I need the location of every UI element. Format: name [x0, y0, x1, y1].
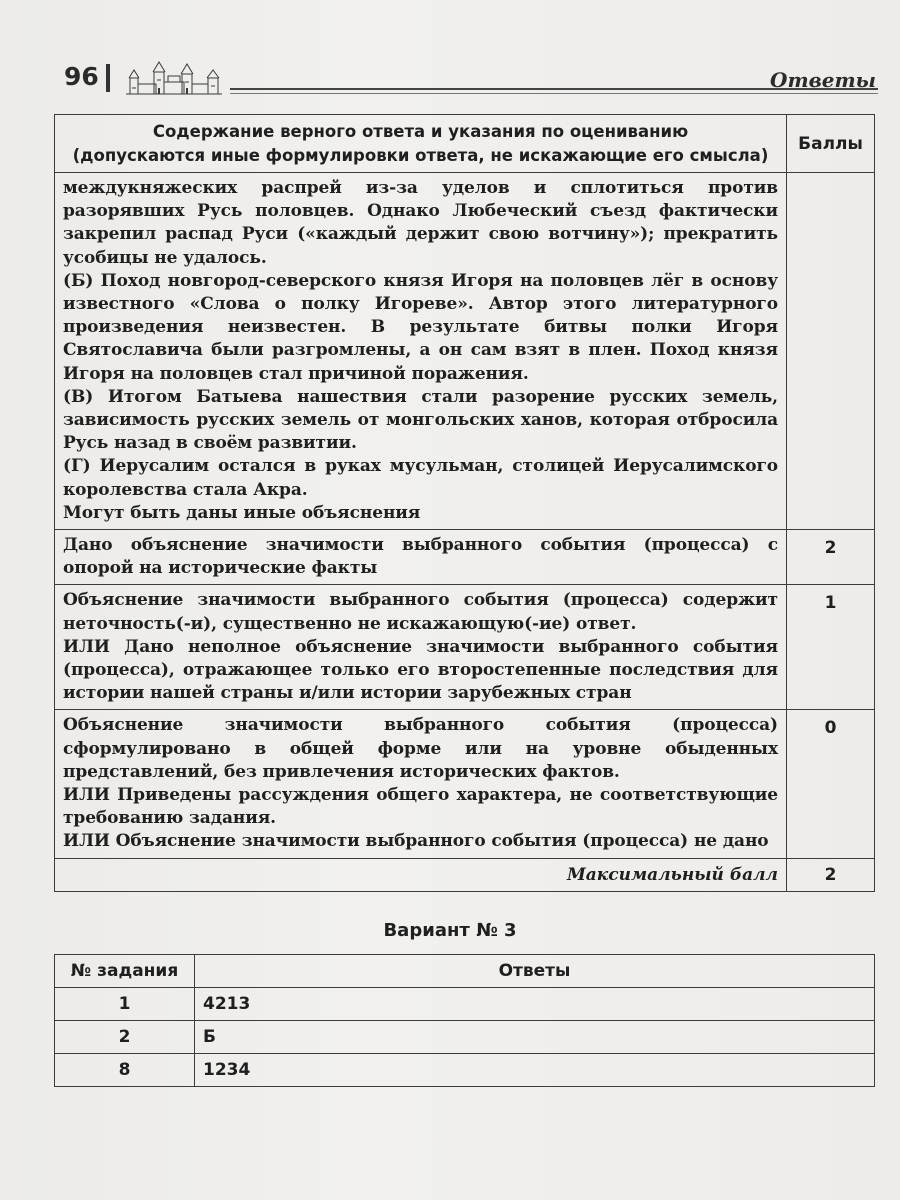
task-number: 8 — [55, 1054, 195, 1087]
section-title: Ответы — [770, 68, 876, 92]
explanation-row — [55, 173, 875, 530]
criterion-paragraph: ИЛИ Приведены рассуждения общего характера, не соответствующие требованию задания. — [63, 785, 778, 829]
criteria-header-score: Баллы — [787, 115, 875, 173]
answers-table — [54, 954, 875, 1087]
criterion-paragraph: Объяснение значимости выбранного события (процесса) сформулировано в общей форме или на уровне обыденных представлений, без привлечения исторических фактов. — [63, 715, 778, 782]
answers-header-answers: Ответы — [195, 955, 875, 988]
task-number: 2 — [55, 1021, 195, 1054]
criterion-score: 1 — [787, 585, 875, 710]
answers-header-row — [55, 955, 875, 988]
criteria-header-line1: Содержание верного ответа и указания по оцениванию — [152, 122, 689, 141]
task-number: 1 — [55, 988, 195, 1021]
castle-icon — [124, 58, 224, 96]
max-score-label: Максимальный балл — [55, 858, 787, 891]
page-number: 96 — [64, 62, 99, 91]
criterion-row — [55, 585, 875, 710]
criterion-score: 0 — [787, 710, 875, 858]
explanation-paragraph: (В) Итогом Батыева нашествия стали разорение русских земель, зависимость русских земель от монгольских ханов, которая отбросила Русь назад в своём развитии. — [63, 386, 778, 454]
max-score-value: 2 — [787, 858, 875, 891]
criteria-table — [54, 114, 875, 892]
explanation-paragraph: (Б) Поход новгород-северского князя Игоря на половцев лёг в основу известного «Слова о полку Игореве». Автор этого литературного произведения неизвестен. В результате битвы полки Игоря Святославича были разгромлены, а он сам взят в плен. Поход князя Игоря на половцев стал причиной поражения. — [63, 270, 778, 384]
criteria-header-content — [55, 115, 787, 173]
max-score-row — [55, 858, 875, 891]
answers-header-task: № задания — [55, 955, 195, 988]
header-rule-thin — [230, 93, 878, 94]
task-answer: 1234 — [195, 1054, 875, 1087]
criterion-text — [55, 710, 787, 858]
page-number-divider — [106, 64, 110, 92]
variant-title: Вариант № 3 — [383, 920, 517, 941]
answers-row — [55, 1021, 875, 1054]
explanation-paragraph: Могут быть даны иные объяснения — [63, 502, 421, 523]
criterion-score: 2 — [787, 530, 875, 585]
explanation-cell — [55, 173, 787, 530]
criterion-text — [55, 585, 787, 710]
criterion-paragraph: Объяснение значимости выбранного события (процесса) содержит неточность(-и), существенно не искажающую(-ие) ответ. — [63, 590, 778, 634]
criteria-header-row — [55, 115, 875, 173]
criterion-paragraph: Дано объяснение значимости выбранного события (процесса) с опорой на исторические факты — [63, 535, 778, 579]
task-answer: Б — [195, 1021, 875, 1054]
criterion-text — [55, 530, 787, 585]
explanation-paragraph: междукняжеских распрей из-за уделов и сплотиться против разорявших Русь половцев. Однако Любеческий съезд фактически закрепил распад Руси («каждый держит свою вотчину»); прекратить усобицы не удалось. — [63, 178, 778, 268]
answers-row — [55, 1054, 875, 1087]
criterion-paragraph: ИЛИ Объяснение значимости выбранного события (процесса) не дано — [63, 831, 769, 852]
criteria-header-line2: (допускаются иные формулировки ответа, не искажающие его смысла) — [72, 146, 769, 165]
criterion-row — [55, 710, 875, 858]
criterion-paragraph: ИЛИ Дано неполное объяснение значимости выбранного события (процесса), отражающее только его второстепенные последствия для истории нашей страны и/или истории зарубежных стран — [63, 636, 778, 704]
task-answer: 4213 — [195, 988, 875, 1021]
explanation-paragraph: (Г) Иерусалим остался в руках мусульман, столицей Иерусалимского королевства стала Акра. — [63, 456, 778, 500]
criterion-row — [55, 530, 875, 585]
answers-row — [55, 988, 875, 1021]
explanation-score-cell — [787, 173, 875, 530]
